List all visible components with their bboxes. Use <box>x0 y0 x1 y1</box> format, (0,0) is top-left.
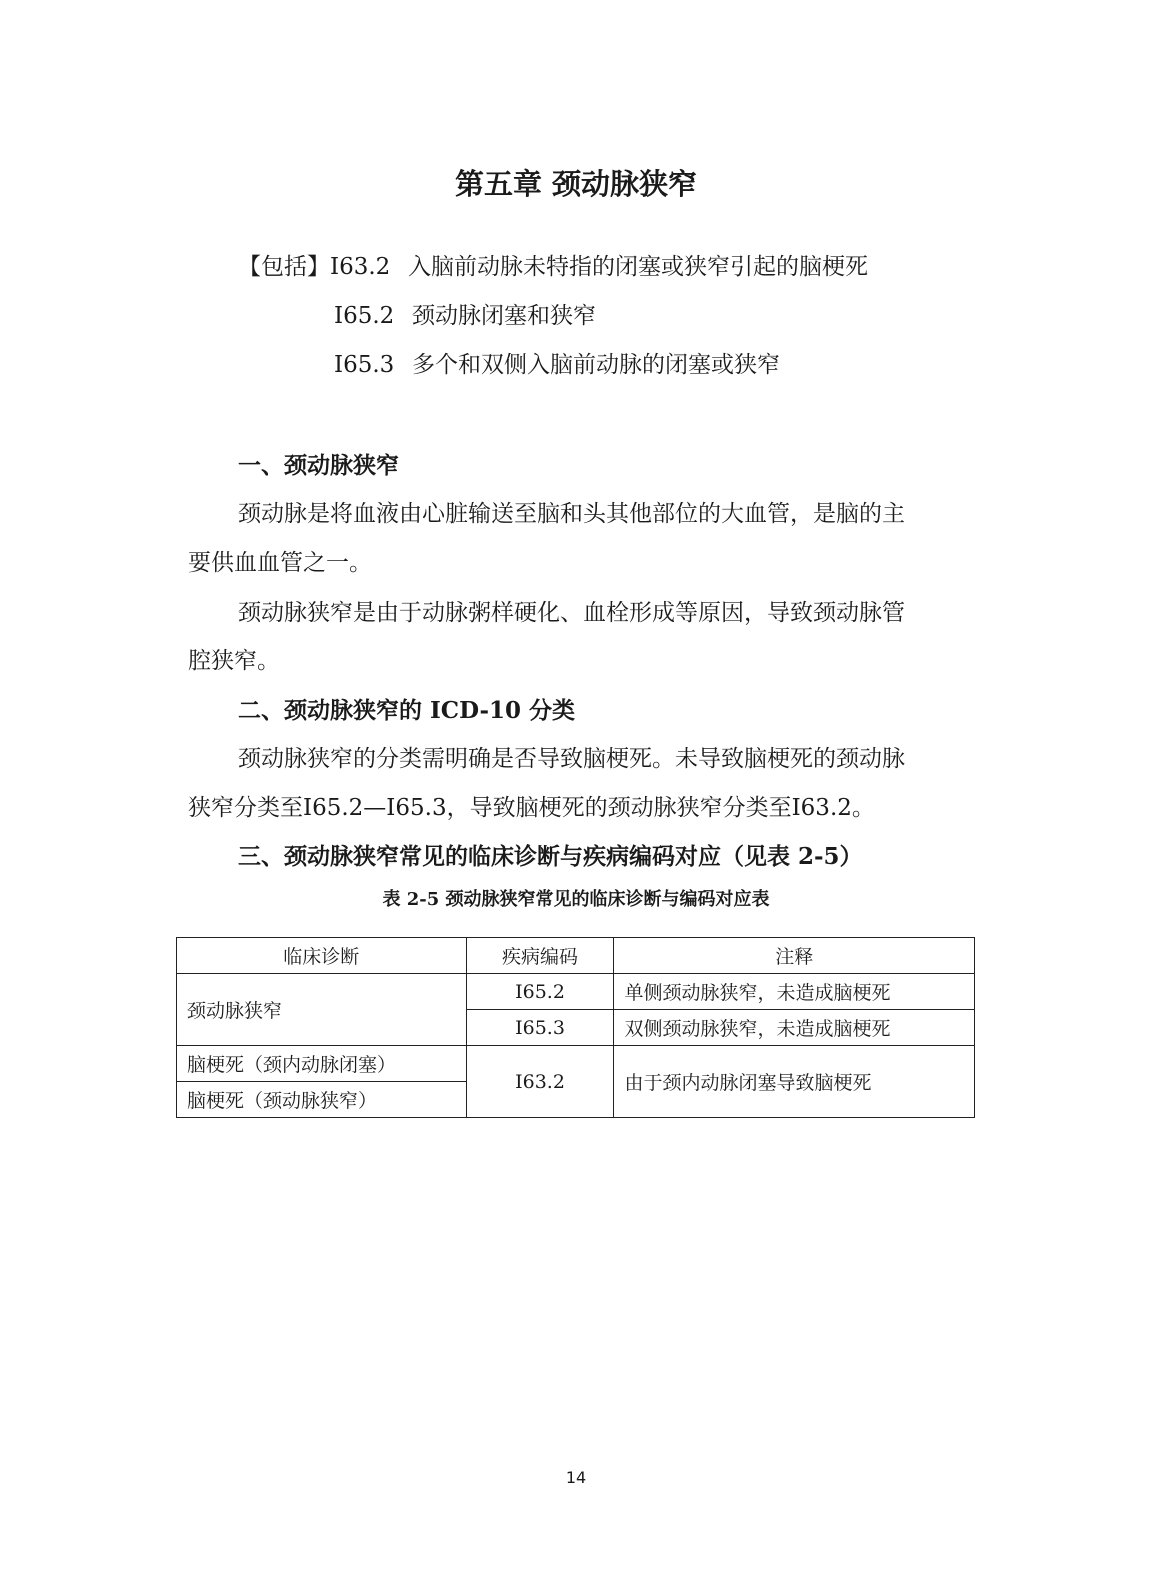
table-header-cell: 注释 <box>614 938 975 974</box>
paragraph-line: 颈动脉狭窄的分类需明确是否导致脑梗死。未导致脑梗死的颈动脉 <box>238 746 905 772</box>
includes-desc: 入脑前动脉未特指的闭塞或狭窄引起的脑梗死 <box>408 254 868 280</box>
page-title: 第五章 颈动脉狭窄 <box>454 167 698 201</box>
includes-code: I63.2 <box>330 254 391 280</box>
includes-item-2 <box>334 297 596 330</box>
table-header-row <box>177 938 975 974</box>
paragraph-line: 颈动脉狭窄是由于动脉粥样硬化、血栓形成等原因，导致颈动脉管 <box>238 600 905 626</box>
diagnosis-cell: 脑梗死（颈内动脉闭塞） <box>177 1046 467 1082</box>
table-caption: 表 2-5 颈动脉狭窄常见的临床诊断与编码对应表 <box>382 889 770 910</box>
code-cell: I65.2 <box>466 974 614 1010</box>
includes-item-3 <box>334 346 780 379</box>
includes-desc: 多个和双侧入脑前动脉的闭塞或狭窄 <box>412 352 780 378</box>
page-number: 14 <box>565 1468 587 1487</box>
note-cell: 由于颈内动脉闭塞导致脑梗死 <box>614 1046 975 1118</box>
section-heading-2: 二、颈动脉狭窄的 ICD-10 分类 <box>238 697 576 724</box>
includes-desc: 颈动脉闭塞和狭窄 <box>412 303 596 329</box>
table-header-cell: 临床诊断 <box>177 938 467 974</box>
section-heading-3: 三、颈动脉狭窄常见的临床诊断与疾病编码对应（见表 2-5） <box>238 843 863 870</box>
code-cell: I65.3 <box>466 1010 614 1046</box>
code-cell: I63.2 <box>466 1046 614 1118</box>
paragraph-line: 要供血血管之一。 <box>188 550 372 576</box>
table-row <box>177 1046 975 1082</box>
paragraph-line: 颈动脉是将血液由心脏输送至脑和头其他部位的大血管，是脑的主 <box>238 501 905 527</box>
includes-code: I65.2 <box>334 303 395 329</box>
diagnosis-cell: 颈动脉狭窄 <box>177 974 467 1046</box>
paragraph-line: 狭窄分类至I65.2—I65.3，导致脑梗死的颈动脉狭窄分类至I63.2。 <box>188 795 875 821</box>
includes-code: I65.3 <box>334 352 395 378</box>
table-row <box>177 974 975 1010</box>
includes-item-1 <box>238 248 868 281</box>
includes-label: 【包括】 <box>238 254 330 280</box>
diagnosis-cell: 脑梗死（颈动脉狭窄） <box>177 1082 467 1118</box>
diagnosis-code-table <box>176 937 975 1118</box>
note-cell: 单侧颈动脉狭窄，未造成脑梗死 <box>614 974 975 1010</box>
note-cell: 双侧颈动脉狭窄，未造成脑梗死 <box>614 1010 975 1046</box>
section-heading-1: 一、颈动脉狭窄 <box>238 452 399 479</box>
table-header-cell: 疾病编码 <box>466 938 614 974</box>
paragraph-line: 腔狭窄。 <box>188 648 280 674</box>
